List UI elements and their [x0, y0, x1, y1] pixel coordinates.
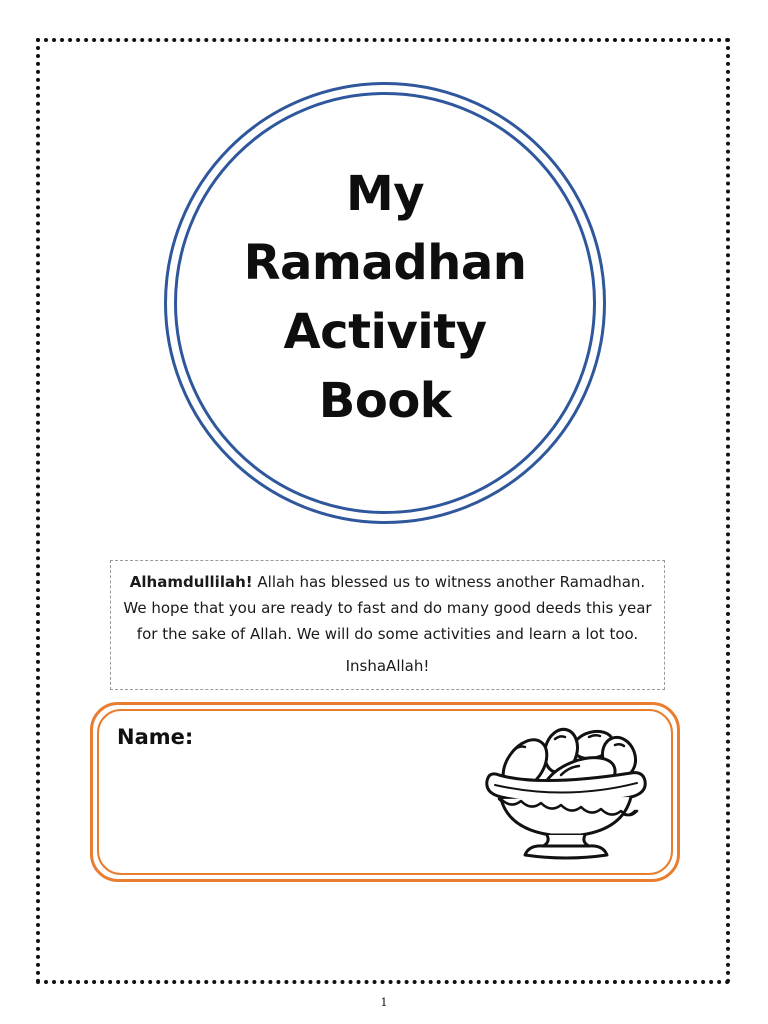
title-line-3: Activity	[283, 304, 487, 360]
title-line-4: Book	[318, 373, 452, 429]
message-line-1	[117, 569, 658, 595]
cover-title	[164, 160, 606, 436]
page-number: 1	[380, 996, 388, 1009]
name-box[interactable]	[90, 702, 680, 882]
message-line-3: for the sake of Allah. We will do some activities and learn a lot too.	[136, 625, 639, 643]
name-label: Name:	[117, 725, 194, 749]
title-line-2: Ramadhan	[243, 235, 527, 291]
bowl-of-dates-icon	[481, 719, 651, 861]
message-line-1-rest: Allah has blessed us to witness another Ramadhan.	[257, 573, 646, 591]
title-line-1: My	[345, 166, 425, 222]
message-emphasis: Alhamdullilah!	[129, 573, 253, 591]
message-line-2: We hope that you are ready to fast and do many good deeds this year	[123, 599, 652, 617]
message-closing: InshaAllah!	[345, 657, 430, 675]
welcome-message-box	[110, 560, 665, 690]
